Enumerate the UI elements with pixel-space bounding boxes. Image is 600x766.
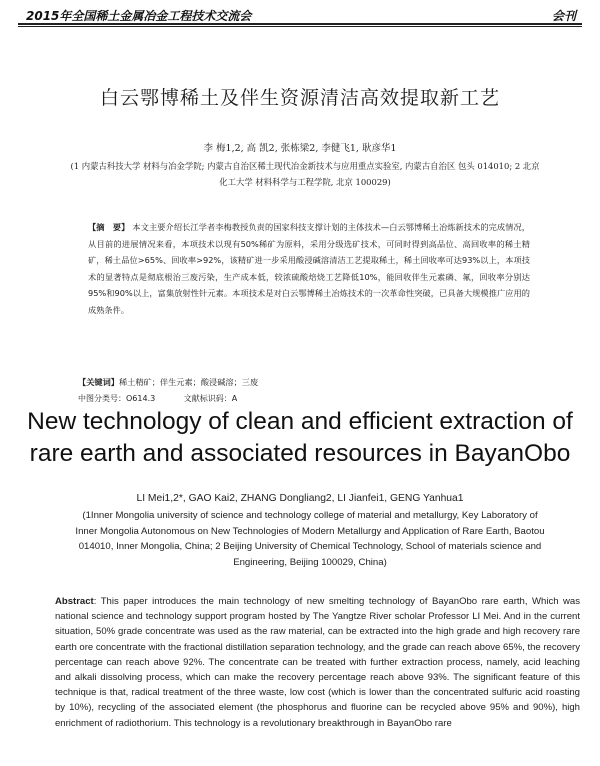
classification-line — [78, 393, 530, 404]
chinese-keywords-text: 稀土精矿；伴生元素；酸浸碱溶；三废 — [118, 377, 259, 387]
english-abstract-label: Abstract — [55, 596, 94, 607]
chinese-abstract-label: 【摘 要】 — [88, 222, 130, 232]
clc-number: 中图分类号：O614.3 — [78, 394, 156, 403]
chinese-keywords — [78, 377, 530, 388]
document-code: 文献标识码：A — [183, 394, 238, 403]
chinese-keywords-label: 【关键词】 — [78, 377, 119, 387]
chinese-authors: 李 梅1,2, 高 凯2, 张栋梁2, 李健飞1, 耿彦华1 — [203, 143, 397, 154]
chinese-abstract — [88, 219, 530, 319]
chinese-abstract-text: 本文主要介绍长江学者李梅教授负责的国家科技支撑计划的主体技术—白云鄂博稀土冶炼新技术的完成情况，从目前的进展情况来看，本项技术以现有50%稀矿为原料，采用分级选矿技术，可同时得到高品位、高回收率的稀土精矿，稀土品位>65%、回收率>92%，该精矿进一步采用酸浸碱溶清洁工艺提取稀土，稀土回收率可达93%以上，本项技术的显著特点是彻底根治三废污染，生产成本低，较浓硫酸焙烧工艺降低10%，能回收伴生元素磷、氟，回收率分别达95%和90%以上，富集放射性针元素。本项技术是对白云鄂博稀土冶炼技术的一次革命性突破，已具备大规模推广应用的成熟条件。 — [88, 222, 530, 315]
conference-name: 2015年全国稀土金属冶金工程技术交流会 — [26, 9, 252, 23]
english-authors: LI Mei1,2*, GAO Kai2, ZHANG Dongliang2, LI Jianfei1, GENG Yanhua1 — [136, 493, 464, 504]
header-rule — [18, 23, 582, 27]
english-abstract — [55, 594, 580, 731]
journal-header — [18, 4, 582, 24]
chinese-affiliation: (1 内蒙古科技大学 材料与冶金学院; 内蒙古自治区稀土现代冶金新技术与应用重点实验室, 内蒙古自治区 包头 014010; 2 北京化工大学 材料科学与工程学院, 北京 100029) — [70, 161, 540, 187]
chinese-title: 白云鄂博稀土及伴生资源清洁高效提取新工艺 — [99, 87, 500, 109]
english-abstract-text: : This paper introduces the main technology of new smelting technology of BayanObo rare earth, Which was national science and technology support program hosted by The Yangtze River scholar Professor LI Mei. And in the current situation, 50% grade concentrate was used as the raw material, can be extracted into the high grade and high recovery rare earth ore concentrate with the fractional distillation separation technology, and the grade can reach above 65%, the recovery percentage can reach above 92%. The concentrate can be treated with further extraction process, namely, acid leaching and alkali dissolving process, which can make the recovery percentage reach above 93%. The significant feature of this technique is that, radical treatment of the three waste, low cost (which is lower than the concentrated sulfuric acid roasting by 10%), recycling of the associated element (the phosphorus and fluorine can be recycled above 95% and 90%), high enrichment of radiothorium. This technology is a revolutionary breakthrough in BayanObo rare — [55, 596, 580, 729]
english-title: New technology of clean and efficient extraction of rare earth and associated resources in BayanObo — [27, 408, 573, 467]
english-affiliation: (1Inner Mongolia university of science and technology college of material and metallurgy, Key Laboratory of Inner Mongolia Autonomous on New Technologies of Modern Metallurgy and Application of Rare Earth, Baotou 014010, Inner Mongolia, China; 2 Beijing University of Chemical Technology, School of materials science and Engineering, Beijing 100029, China) — [75, 510, 545, 568]
proceedings-label: 会刊 — [551, 9, 576, 23]
